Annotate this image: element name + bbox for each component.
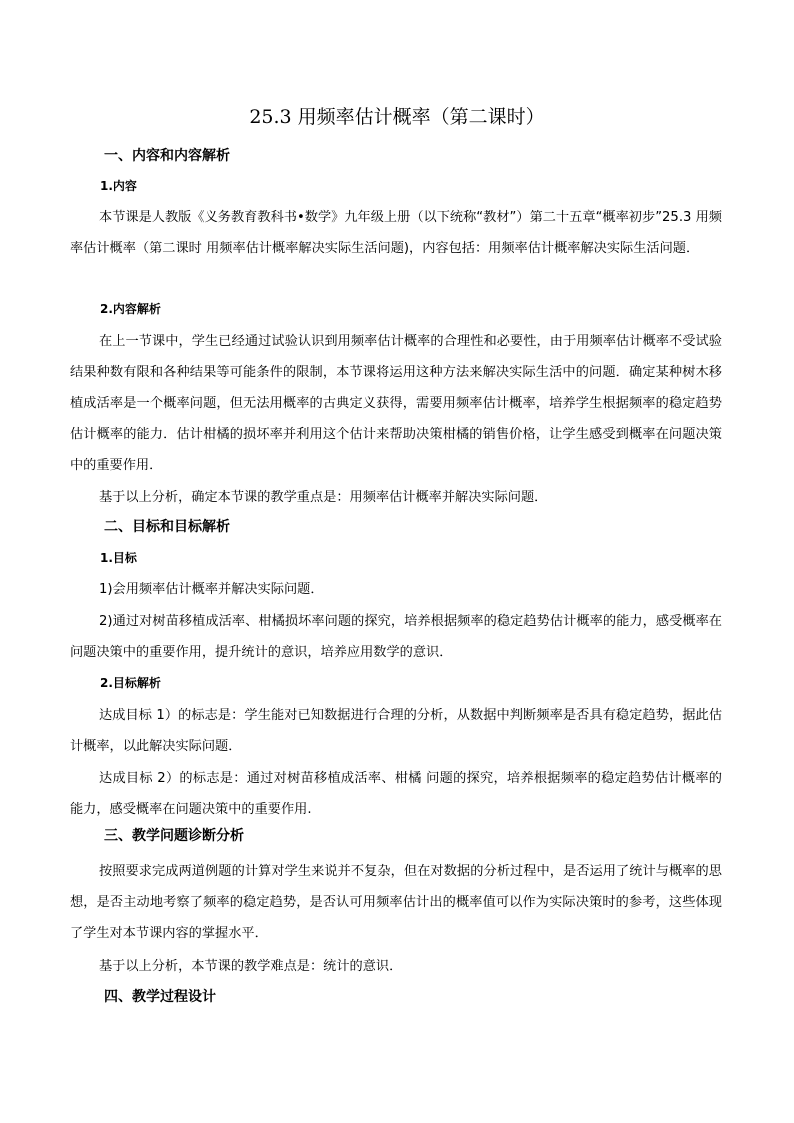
paragraph-content-analysis: 在上一节课中，学生已经通过试验认识到用频率估计概率的合理性和必要性，由于用频率估计概率不受试验结果种数有限和各种结果等可能条件的限制，本节课将运用这种方法来解决实际生活中的问题．确定某种树木移植成活率是一个概率问题，但无法用概率的古典定义获得，需要用频率估计概率，培养学生根据频率的稳定趋势估计概率的能力．估计柑橘的损坏率并利用这个估计来帮助决策柑橘的销售价格，让学生感受到概率在问题决策中的重要作用． (70, 334, 722, 473)
paragraph-difficulty: 基于以上分析，本节课的教学难点是：统计的意识． (99, 959, 403, 974)
paragraph-diagnosis: 按照要求完成两道例题的计算对学生来说并不复杂，但在对数据的分析过程中，是否运用了统计与概率的思想，是否主动地考察了频率的稳定趋势，是否认可用频率估计出的概率值可以作为实际决策时的参考，这些体现了学生对本节课内容的掌握水平． (70, 864, 722, 941)
subheading-goals-analysis: 2.目标解析 (100, 676, 161, 690)
section-heading-process: 四、教学过程设计 (104, 989, 216, 1005)
section-heading-diagnosis: 三、教学问题诊断分析 (104, 828, 244, 844)
paragraph-goal-analysis-2: 达成目标 2）的标志是：通过对树苗移植成活率、柑橘 问题的探究，培养根据频率的稳定趋势估计概率的能力，感受概率在问题决策中的重要作用. (70, 771, 722, 817)
document-title: 25.3 用频率估计概率（第二课时） (249, 106, 545, 128)
subheading-content-analysis: 2.内容解析 (100, 302, 161, 316)
subheading-goals: 1.目标 (100, 551, 137, 565)
subheading-content: 1.内容 (100, 179, 137, 193)
paragraph-content: 本节课是人教版《义务教育教科书•数学》九年级上册（以下统称“教材”）第二十五章“概率初步”25.3 用频率估计概率（第二课时 用频率估计概率解决实际生活问题)，内容包括：用频率估计概率解决实际生活问题． (70, 210, 722, 256)
paragraph-key-point: 基于以上分析，确定本节课的教学重点是：用频率估计概率并解决实际问题． (99, 490, 548, 505)
paragraph-goal-2: 2)通过对树苗移植成活率、柑橘损坏率问题的探究，培养根据频率的稳定趋势估计概率的能力，感受概率在问题决策中的重要作用，提升统计的意识，培养应用数学的意识． (70, 614, 722, 660)
section-heading-content: 一、内容和内容解析 (104, 148, 230, 164)
section-heading-goals: 二、目标和目标解析 (104, 519, 230, 535)
paragraph-goal-analysis-1: 达成目标 1）的标志是：学生能对已知数据进行合理的分析，从数据中判断频率是否具有稳定趋势，据此估计概率，以此解决实际问题． (70, 708, 722, 754)
paragraph-goal-1: 1)会用频率估计概率并解决实际问题． (99, 582, 324, 597)
